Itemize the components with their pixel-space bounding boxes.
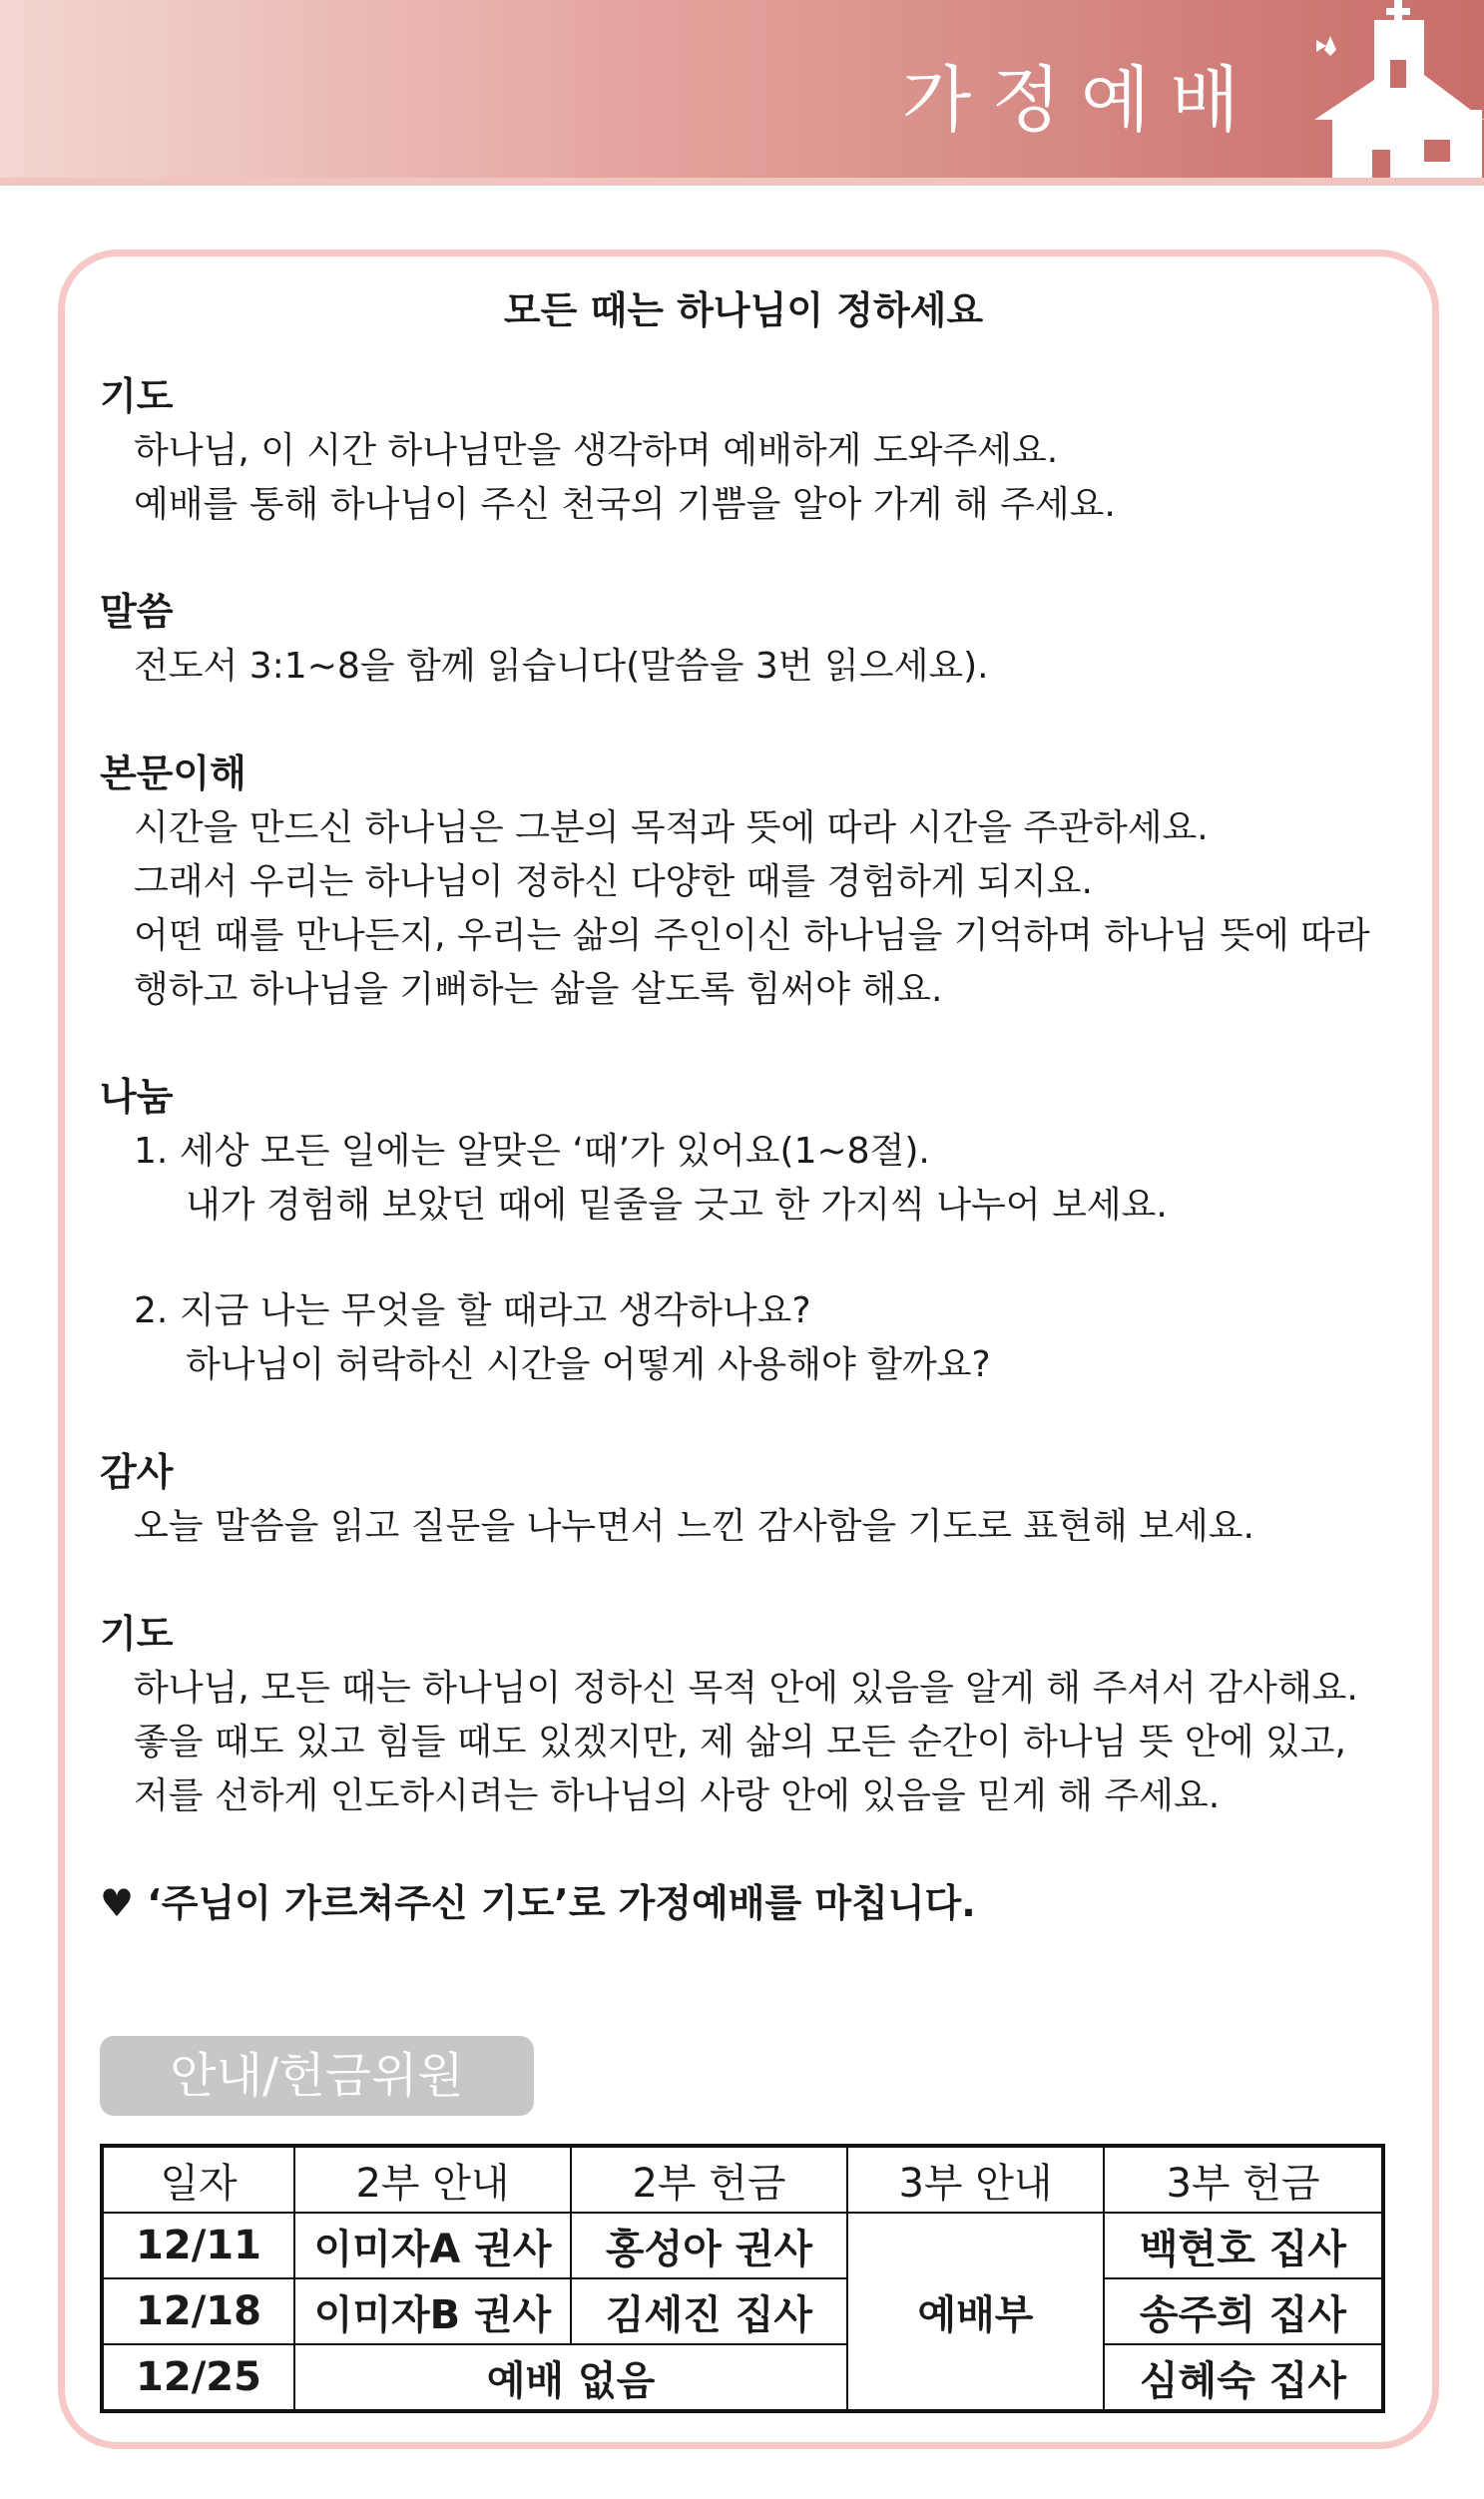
- closing-prayer-line: 저를 선하게 인도하시려는 하나님의 사랑 안에 있음을 믿게 해 주세요.: [134, 1775, 1221, 1816]
- understanding-line: 그래서 우리는 하나님이 정하신 다양한 때를 경험하게 되지요.: [134, 861, 1093, 902]
- prayer-line: 예배를 통해 하나님이 주신 천국의 기쁨을 알아 가게 해 주세요.: [134, 484, 1116, 525]
- cell-offering3: 심혜숙 집사: [1104, 2344, 1383, 2411]
- cell-guide2: 이미자A 권사: [294, 2213, 571, 2278]
- sharing-item-number: 2.: [134, 1290, 169, 1331]
- sharing-item-number: 1.: [134, 1131, 169, 1172]
- header-title: 가정예배: [901, 58, 1259, 142]
- col-header-guide3: 3부 안내: [847, 2146, 1104, 2213]
- committee-table: [100, 2144, 1385, 2413]
- thanks-line: 오늘 말씀을 읽고 질문을 나누면서 느낀 감사함을 기도로 표현해 보세요.: [134, 1506, 1254, 1547]
- section-heading-understanding: 본문이해: [100, 751, 247, 795]
- table-row: [102, 2213, 1383, 2278]
- understanding-line: 시간을 만드신 하나님은 그분의 목적과 뜻에 따라 시간을 주관하세요.: [134, 807, 1209, 848]
- committee-tag: 안내/헌금위원: [100, 2036, 534, 2116]
- section-heading-thanks: 감사: [100, 1450, 174, 1494]
- worship-title: 모든 때는 하나님이 정하세요: [503, 288, 984, 332]
- closing-note: ♥ ‘주님이 가르쳐주신 기도’로 가정예배를 마칩니다.: [100, 1881, 976, 1925]
- col-header-offering2: 2부 헌금: [571, 2146, 847, 2213]
- cell-offering3: 송주희 집사: [1104, 2278, 1383, 2344]
- sharing-item: [100, 1125, 1387, 1233]
- worship-content: [100, 279, 1387, 1931]
- prayer-line: 하나님, 이 시간 하나님만을 생각하며 예배하게 도와주세요.: [134, 430, 1059, 471]
- cell-date: 12/18: [102, 2278, 294, 2344]
- cell-guide3-merged: 예배부: [847, 2213, 1104, 2411]
- page-header: [0, 0, 1484, 178]
- cell-guide2: 이미자B 권사: [294, 2278, 571, 2344]
- cell-date: 12/25: [102, 2344, 294, 2411]
- understanding-line: 행하고 하나님을 기뻐하는 삶을 살도록 힘써야 해요.: [134, 969, 943, 1010]
- col-header-offering3: 3부 헌금: [1104, 2146, 1383, 2213]
- word-line: 전도서 3:1~8을 함께 읽습니다(말씀을 3번 읽으세요).: [134, 646, 989, 687]
- table-row: [102, 2278, 1383, 2344]
- section-heading-sharing: 나눔: [100, 1075, 174, 1119]
- cell-offering2: 홍성아 권사: [571, 2213, 847, 2278]
- understanding-line: 어떤 때를 만나든지, 우리는 삶의 주인이신 하나님을 기억하며 하나님 뜻에 따라: [134, 915, 1370, 956]
- cell-date: 12/11: [102, 2213, 294, 2278]
- cell-offering2: 김세진 집사: [571, 2278, 847, 2344]
- section-heading-closing-prayer: 기도: [100, 1612, 174, 1656]
- sharing-item-followup: 내가 경험해 보았던 때에 밑줄을 긋고 한 가지씩 나누어 보세요.: [186, 1185, 1168, 1226]
- cell-no-service: 예배 없음: [294, 2344, 847, 2411]
- table-header-row: [102, 2146, 1383, 2213]
- sharing-item-question: 세상 모든 일에는 알맞은 ‘때’가 있어요(1~8절).: [179, 1131, 930, 1172]
- sharing-item-followup: 하나님이 허락하신 시간을 어떻게 사용해야 할까요?: [186, 1344, 991, 1385]
- church-icon: [1294, 0, 1484, 186]
- table-row: [102, 2344, 1383, 2411]
- sharing-item-question: 지금 나는 무엇을 할 때라고 생각하나요?: [179, 1290, 811, 1331]
- section-heading-prayer: 기도: [100, 374, 174, 418]
- section-heading-word: 말씀: [100, 590, 174, 634]
- sharing-item: [100, 1284, 1387, 1392]
- cell-offering3: 백현호 집사: [1104, 2213, 1383, 2278]
- col-header-date: 일자: [102, 2146, 294, 2213]
- closing-prayer-line: 하나님, 모든 때는 하나님이 정하신 목적 안에 있음을 알게 해 주셔서 감사해요.: [134, 1668, 1358, 1709]
- col-header-guide2: 2부 안내: [294, 2146, 571, 2213]
- header-band: [0, 178, 1484, 186]
- closing-prayer-line: 좋을 때도 있고 힘들 때도 있겠지만, 제 삶의 모든 순간이 하나님 뜻 안에 있고,: [134, 1722, 1346, 1762]
